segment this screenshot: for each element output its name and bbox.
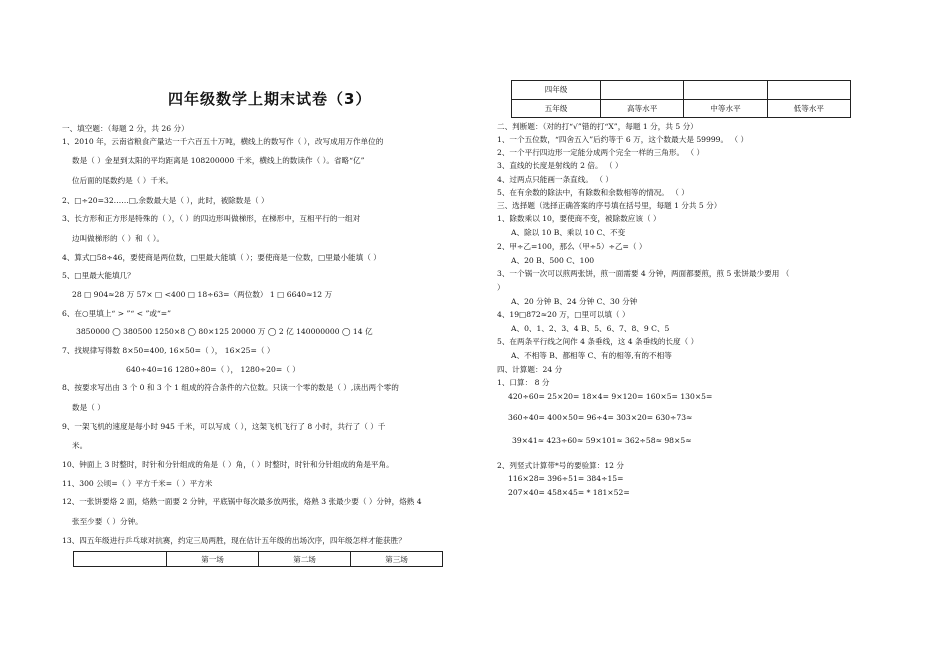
judge-q5: 5、在有余数的除法中，有除数和余数相等的情况。 （ ）	[497, 188, 689, 197]
q7-line2: 640÷40=16 1280÷80=（ ）， 1280÷20=（ ）	[126, 365, 300, 374]
judge-q2: 2、一个平行四边形一定能分成两个完全一样的三角形。 （ ）	[497, 148, 705, 157]
choice-q4: 4、19□872≈20 万，□里可以填（ ）	[497, 310, 630, 319]
low-level-cell: 低等水平	[767, 99, 850, 118]
q11-line: 11、300 公顷=（ ）平方千米=（ ）平方米	[62, 479, 213, 488]
section-judge-heading: 二、判断题：（对的打“√”错的打“X”，每题 1 分，共 5 分）	[497, 122, 698, 131]
grade4-cell-1	[601, 81, 684, 100]
table-header-game3: 第三场	[351, 552, 443, 567]
q2-line: 2、□÷20=32……□,余数最大是（ ），此时，被除数是（ ）	[62, 196, 269, 205]
q5-line: 5、□里最大能填几？	[62, 271, 135, 280]
vertical-calc-row1: 116×28= 396÷51= 384÷15=	[508, 474, 624, 483]
choice-q5: 5、在两条平行线之间作 4 条垂线，这 4 条垂线的长度（ ）	[497, 337, 699, 346]
choice-q2: 2、甲÷乙=100，那么（甲÷5）÷乙=（ ）	[497, 242, 647, 251]
choice-q3-line2: ）	[497, 283, 505, 292]
section-fill-heading: 一、填空题：（每题 2 分，共 26 分）	[62, 124, 189, 133]
high-level-cell: 高等水平	[601, 99, 684, 118]
q12-line2: 张至少要（ ）分钟。	[72, 517, 143, 526]
table-corner-cell	[74, 552, 167, 567]
choice-q3-line1: 3、一个锅一次可以煎两张饼，煎一面需要 4 分钟，两面都要煎，煎 5 张饼最少要用 （	[497, 269, 790, 278]
section-calc-heading: 四、计算题：24 分	[497, 365, 563, 374]
q3-line1: 3、长方形和正方形是特殊的（ ），（ ）的四边形叫做梯形，在梯形中，互相平行的一组对	[62, 214, 361, 223]
judge-q1: 1、一个五位数，“四舍五入”后约等于 6 万，这个数最大是 59999。 （ ）	[497, 135, 749, 144]
oral-calc-row2: 360÷40= 400×50= 96÷4= 303×20= 630÷73≈	[508, 413, 693, 422]
grade4-cell-3	[767, 81, 850, 100]
table-header-game2: 第二场	[259, 552, 351, 567]
judge-q4: 4、过两点只能画一条直线。 （ ）	[497, 175, 613, 184]
match-order-table	[73, 551, 443, 567]
judge-q3: 3、直线的长度是射线的 2 倍。 （ ）	[497, 161, 623, 170]
vertical-calc-heading: 2、列竖式计算带*号的要验算：12 分	[497, 461, 625, 470]
q3-line2: 边叫做梯形的（ ）和（ ）。	[72, 234, 165, 243]
section-choice-heading: 三、选择题（选择正确答案的序号填在括号里，每题 1 分共 5 分）	[497, 201, 722, 210]
q12-line1: 12、一张饼要烙 2 面，烙熟一面要 2 分钟，平底锅中每次最多放两张，烙熟 3 张最少要（ ）分钟，烙熟 4	[62, 497, 422, 506]
q1-line1: 1、2010 年，云南省粮食产量达一千六百五十万吨，横线上的数写作（ ），改写成用万作单位的	[62, 137, 384, 146]
oral-calc-heading: 1、口算： 8 分	[497, 378, 550, 387]
grade5-label-cell: 五年级	[512, 99, 601, 118]
q5-items: 28 □ 904≈28 万 57× □ <400 □ 18÷63=（两位数） 1 □ 6640≈12 万	[72, 290, 333, 299]
q8-line1: 8、按要求写出由 3 个 0 和 3 个 1 组成的符合条件的六位数。只读一个零的数是（ ）,读出两个零的	[62, 383, 399, 392]
q8-line2: 数是（ ）	[72, 403, 105, 412]
mid-level-cell: 中等水平	[684, 99, 767, 118]
choice-q3-options: A、20 分钟 B、24 分钟 C、30 分钟	[511, 297, 638, 306]
q4-line: 4、算式□58÷46，要使商是两位数，□里最大能填（ ）；要使商是一位数，□里最小能填（ ）	[62, 253, 381, 262]
q6-line: 6、在○里填上“ > ”“ < ”或“=”	[62, 309, 172, 318]
choice-q4-options: A、0、1、2、3、4 B、5、6、7、8、9 C、5	[511, 324, 670, 333]
q7-line1: 7、找规律写得数 8×50=400, 16×50=（ ）， 16×25=（ ）	[62, 346, 275, 355]
q9-line1: 9、一架飞机的速度是每小时 945 千米，可以写成（ ），这架飞机飞行了 8 小时，共行了（ ）千	[62, 422, 386, 431]
choice-q2-options: A、20 B、500 C、100	[511, 256, 595, 265]
q1-line3: 位后面的尾数约是（ ）千米。	[72, 176, 174, 185]
oral-calc-row1: 420÷60= 25×20= 18×4= 9×120= 160×5= 130×5=	[508, 392, 713, 401]
choice-q1-options: A、除以 10 B、乘以 10 C、不变	[511, 228, 626, 237]
q10-line: 10、钟面上 3 时整时，时针和分针组成的角是（ ）角，（ ）时整时，时针和分针组成的角是平角。	[62, 460, 394, 469]
q1-line2: 数是（ ）金星到太阳的平均距离是 108200000 千米，横线上的数读作（ ）。省略“亿”	[72, 156, 365, 165]
grade4-cell-2	[684, 81, 767, 100]
q13-line: 13、四五年级进行乒乓球对抗赛，约定三局两胜，现在估计五年级的出场次序，四年级怎样才能获胜？	[62, 536, 406, 545]
grade4-label-cell: 四年级	[512, 81, 601, 100]
choice-q5-options: A、不相等 B、都相等 C、有的相等,有的不相等	[511, 351, 672, 360]
vertical-calc-row2: 207×40= 458×45= * 181×52=	[508, 488, 630, 497]
choice-q1: 1、除数乘以 10，要使商不变，被除数应该（ ）	[497, 214, 661, 223]
q9-line2: 米。	[72, 441, 88, 450]
oral-calc-row3: 39×41≈ 423÷60≈ 59×101≈ 362÷58≈ 98×5≈	[512, 436, 692, 445]
level-table	[511, 80, 851, 118]
table-header-game1: 第一场	[167, 552, 259, 567]
page-title: 四年级数学上期末试卷（3）	[168, 90, 372, 108]
q6-items: 3850000 ◯ 380500 1250×8 ◯ 80×125 20000 万 ◯ 2 亿 140000000 ◯ 14 亿	[76, 327, 373, 336]
